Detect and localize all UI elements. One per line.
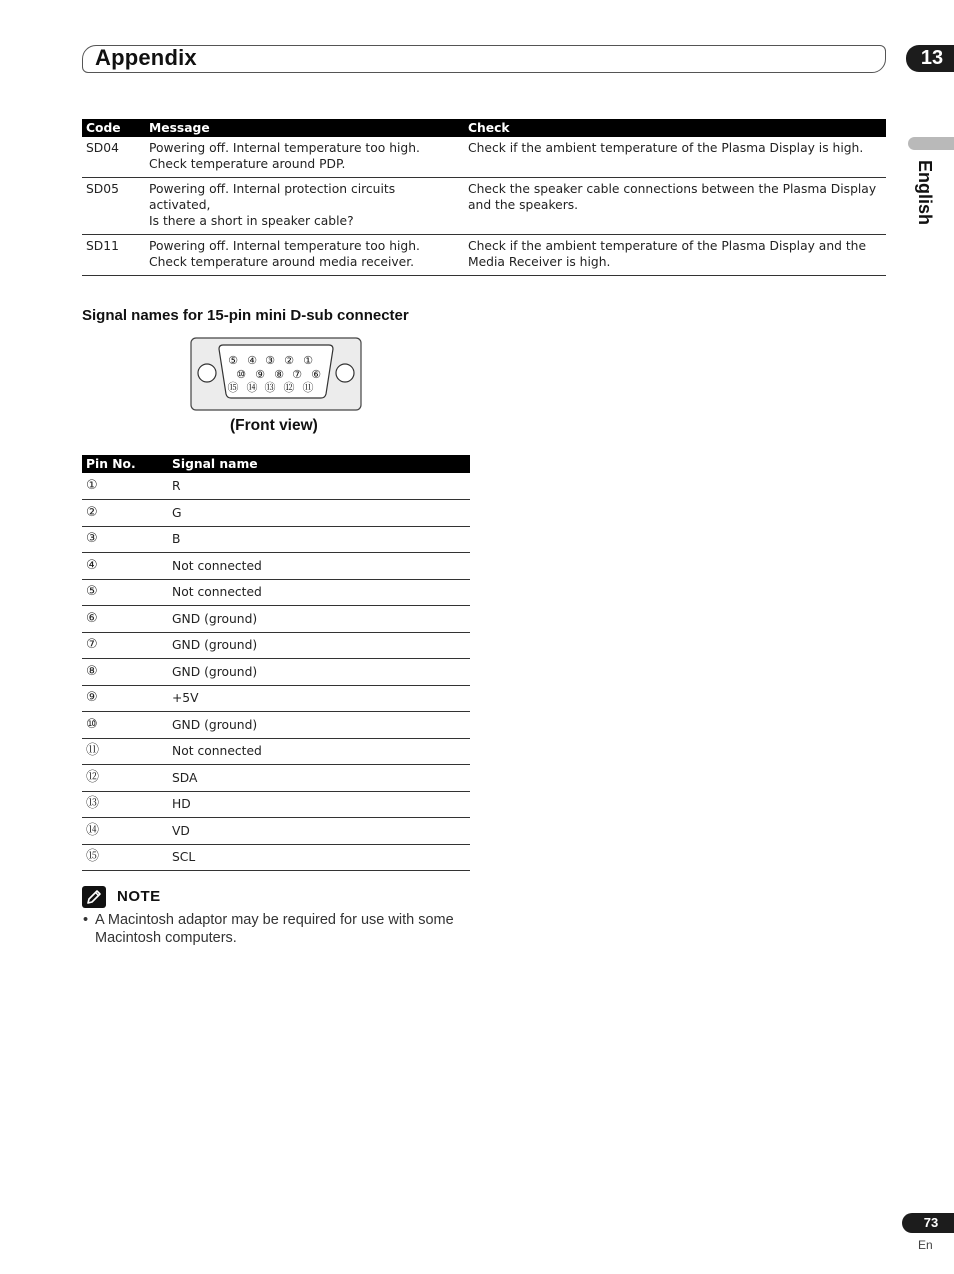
pin-table-header: [82, 455, 470, 473]
signal-name: Not connected: [168, 553, 470, 580]
chapter-badge: 13: [906, 45, 954, 72]
check-line: and the speakers.: [468, 198, 579, 212]
page-title: Appendix: [95, 45, 197, 70]
error-code: SD04: [82, 137, 145, 178]
message-line: Powering off. Internal protection circuits activated,: [149, 182, 396, 212]
table-row: [82, 765, 470, 792]
pin-number: ⑮: [82, 844, 168, 871]
table-row: [82, 500, 470, 527]
pin-number: ⑤: [82, 579, 168, 606]
table-row: [82, 738, 470, 765]
pin-number: ⑦: [82, 632, 168, 659]
pin-label: ⑨: [255, 368, 265, 381]
pin-number: ⑩: [82, 712, 168, 739]
check-line: Check the speaker cable connections between the Plasma Display: [468, 182, 877, 196]
bullet-marker: •: [83, 912, 89, 928]
mounting-hole-left: [198, 364, 216, 382]
message-line: Powering off. Internal temperature too high.: [149, 239, 420, 253]
mounting-hole-right: [336, 364, 354, 382]
pin-number: ⑫: [82, 765, 168, 792]
check-line: Check if the ambient temperature of the Plasma Display and the: [468, 239, 867, 253]
signal-name: G: [168, 500, 470, 527]
signal-name: +5V: [168, 685, 470, 712]
table-row: [82, 632, 470, 659]
table-row: [82, 526, 470, 553]
page-language: En: [918, 1238, 933, 1252]
pin-label: ⑦: [292, 368, 302, 381]
signal-name: B: [168, 526, 470, 553]
page-number: 73: [902, 1213, 954, 1233]
signal-name: SCL: [168, 844, 470, 871]
column-header-signal: Signal name: [168, 455, 470, 473]
pin-label: ⑤: [228, 354, 238, 367]
signal-name: GND (ground): [168, 606, 470, 633]
pin-label: ⑥: [311, 368, 321, 381]
table-row: [82, 553, 470, 580]
pin-label: ⑪: [302, 381, 314, 394]
note-title: NOTE: [117, 888, 161, 905]
error-check: [464, 137, 886, 178]
table-row: [82, 178, 886, 235]
error-table-header: [82, 119, 886, 137]
pin-number: ⑨: [82, 685, 168, 712]
table-row: [82, 712, 470, 739]
signal-name: VD: [168, 818, 470, 845]
pin-label: ⑫: [283, 381, 295, 394]
section-title: Signal names for 15-pin mini D-sub connecter: [82, 307, 409, 324]
language-label: [912, 160, 940, 230]
pin-number: ②: [82, 500, 168, 527]
pin-number: ⑧: [82, 659, 168, 686]
column-header-message: Message: [145, 119, 464, 137]
table-row: [82, 235, 886, 276]
pin-label: ②: [284, 354, 294, 367]
pin-label: ④: [247, 354, 257, 367]
pin-label: ⑭: [246, 381, 258, 394]
pin-label: ①: [303, 354, 313, 367]
signal-name: R: [168, 473, 470, 500]
header-bar: [82, 45, 886, 73]
table-row: [82, 473, 470, 500]
language-tab: [908, 137, 954, 150]
message-line: Powering off. Internal temperature too high.: [149, 141, 420, 155]
column-header-code: Code: [82, 119, 145, 137]
pin-label: ⑧: [274, 368, 284, 381]
dsub-connector-diagram: [190, 337, 362, 411]
error-message: [145, 137, 464, 178]
pin-number: ①: [82, 473, 168, 500]
error-code: SD05: [82, 178, 145, 235]
language-label-text: English: [915, 160, 935, 226]
error-message: [145, 178, 464, 235]
signal-name: GND (ground): [168, 659, 470, 686]
pin-number: ③: [82, 526, 168, 553]
error-message: [145, 235, 464, 276]
signal-name: GND (ground): [168, 712, 470, 739]
pin-signal-table: [82, 455, 470, 871]
signal-name: HD: [168, 791, 470, 818]
pin-number: ⑭: [82, 818, 168, 845]
check-line: Check if the ambient temperature of the Plasma Display is high.: [468, 141, 864, 155]
error-code: SD11: [82, 235, 145, 276]
message-line: Is there a short in speaker cable?: [149, 214, 354, 228]
diagram-caption: (Front view): [230, 417, 318, 434]
note-text: A Macintosh adaptor may be required for use with some Macintosh computers.: [95, 912, 454, 946]
table-row: [82, 791, 470, 818]
table-row: [82, 659, 470, 686]
pencil-icon: [82, 886, 106, 908]
error-code-table: [82, 119, 886, 276]
table-row: [82, 137, 886, 178]
signal-name: SDA: [168, 765, 470, 792]
table-row: [82, 818, 470, 845]
table-row: [82, 606, 470, 633]
column-header-check: Check: [464, 119, 886, 137]
table-row: [82, 685, 470, 712]
pin-number: ⑥: [82, 606, 168, 633]
check-line: Media Receiver is high.: [468, 255, 611, 269]
message-line: Check temperature around PDP.: [149, 157, 346, 171]
pin-label: ⑮: [227, 381, 239, 394]
pin-label: ⑩: [236, 368, 246, 381]
pin-number: ⑪: [82, 738, 168, 765]
pin-label: ③: [265, 354, 275, 367]
signal-name: GND (ground): [168, 632, 470, 659]
pin-label: ⑬: [264, 381, 276, 394]
error-check: [464, 178, 886, 235]
error-check: [464, 235, 886, 276]
table-row: [82, 579, 470, 606]
pin-number: ⑬: [82, 791, 168, 818]
table-row: [82, 844, 470, 871]
signal-name: Not connected: [168, 579, 470, 606]
signal-name: Not connected: [168, 738, 470, 765]
message-line: Check temperature around media receiver.: [149, 255, 415, 269]
column-header-pin: Pin No.: [82, 455, 168, 473]
pin-number: ④: [82, 553, 168, 580]
